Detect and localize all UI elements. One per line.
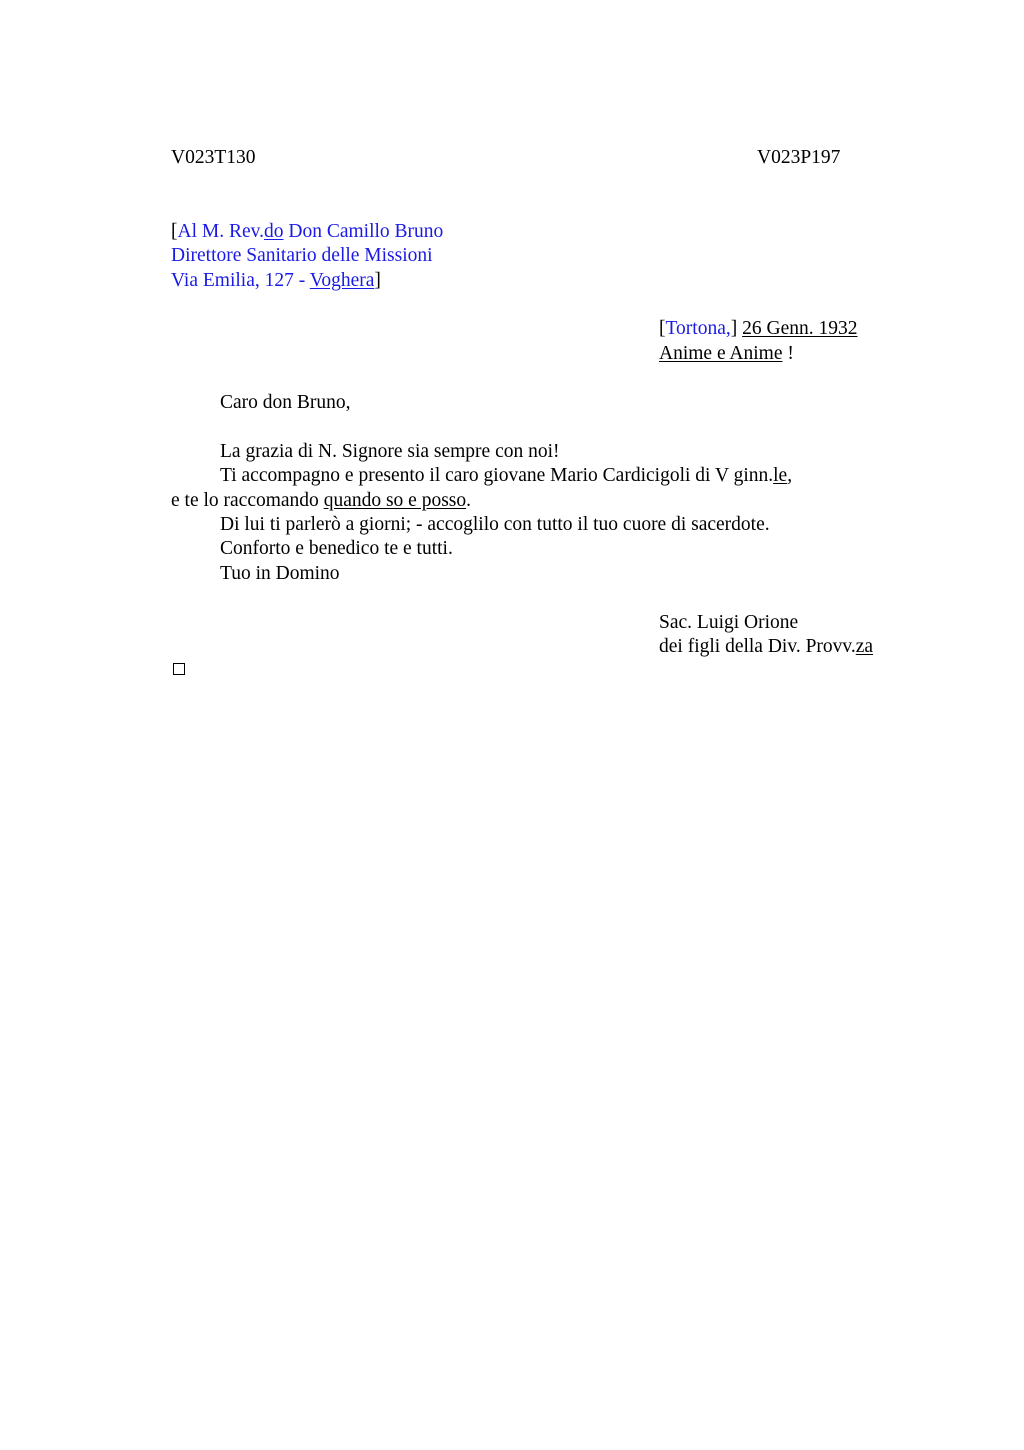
- address-line-3: [171, 269, 381, 293]
- motto-exclamation: !: [782, 343, 794, 364]
- signature-title-abbrev: za: [855, 636, 874, 657]
- signature-title: [659, 635, 873, 659]
- dateline-open-bracket: [: [659, 318, 666, 339]
- address-title: Al M. Rev.: [177, 221, 264, 242]
- address-line-1: [171, 220, 443, 244]
- body-line-2: [220, 464, 792, 488]
- address-line-2: Direttore Sanitario delle Missioni: [171, 245, 433, 266]
- document-code-right: V023P197: [757, 147, 841, 168]
- address-close-bracket: ]: [374, 270, 381, 291]
- body-line-2-text: Ti accompagno e presento il caro giovane Mario Cardicigoli di V ginn.: [220, 465, 774, 486]
- signature-title-text: dei figli della Div. Provv.: [659, 636, 856, 657]
- body-line-3-period: .: [466, 490, 472, 511]
- address-street: Via Emilia, 127 -: [171, 270, 310, 291]
- dateline: [659, 317, 858, 341]
- body-line-2-comma: ,: [787, 465, 793, 486]
- motto: [659, 342, 794, 366]
- dateline-place: Tortona,: [665, 318, 731, 339]
- salutation: Caro don Bruno,: [220, 392, 351, 413]
- dateline-close-bracket: ]: [730, 318, 738, 339]
- address-city: Voghera: [309, 270, 375, 291]
- body-line-3: [171, 489, 471, 513]
- body-line-3-text: e te lo raccomando: [171, 490, 324, 511]
- checkbox-icon: [173, 663, 185, 675]
- body-line-4: Di lui ti parlerò a giorni; - accoglilo con tutto il tuo cuore di sacerdote.: [220, 514, 770, 535]
- body-line-3-emphasis: quando so e posso: [323, 490, 467, 511]
- closing: Tuo in Domino: [220, 563, 340, 584]
- address-recipient: Don Camillo Bruno: [283, 221, 444, 242]
- body-line-2-abbrev: le: [773, 465, 788, 486]
- dateline-date: 26 Genn. 1932: [742, 318, 858, 339]
- document-code-left: V023T130: [171, 147, 256, 168]
- address-open-bracket: [: [171, 221, 178, 242]
- address-title-abbrev: do: [263, 221, 284, 242]
- motto-text: Anime e Anime: [659, 343, 783, 364]
- body-line-5: Conforto e benedico te e tutti.: [220, 538, 453, 559]
- signature-name: Sac. Luigi Orione: [659, 612, 799, 633]
- body-line-1: La grazia di N. Signore sia sempre con noi!: [220, 441, 560, 462]
